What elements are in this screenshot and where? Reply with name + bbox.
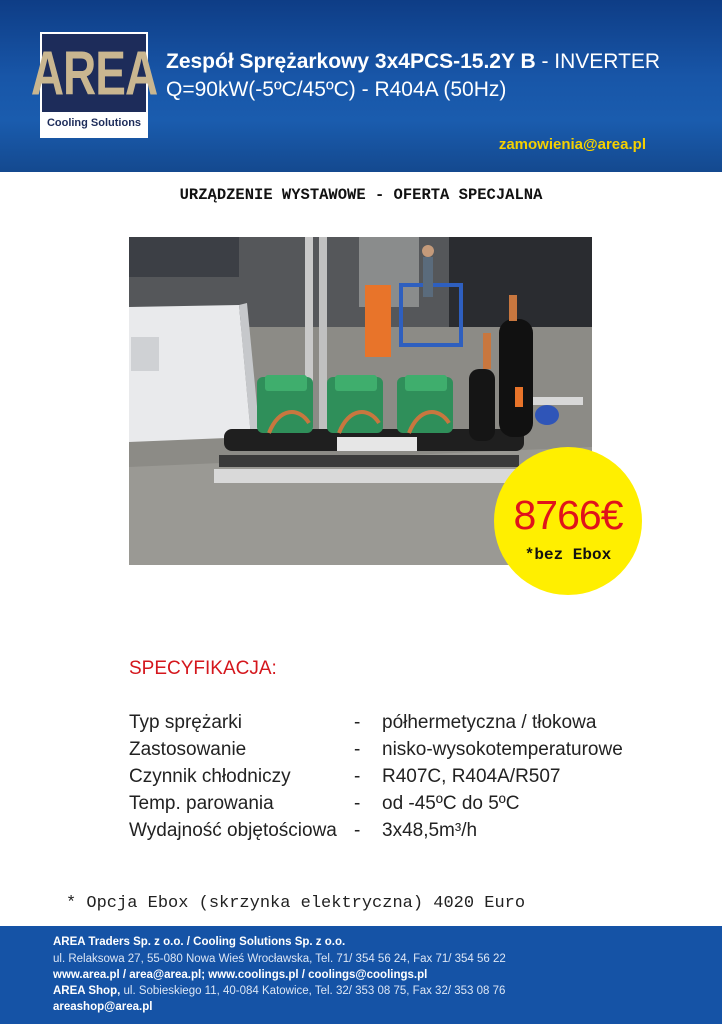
logo-mark — [30, 34, 158, 112]
spec-value: nisko-wysokotemperaturowe — [382, 739, 623, 760]
spec-label: Temp. parowania — [129, 793, 274, 814]
ebox-option-note: * Opcja Ebox (skrzynka elektryczna) 4020 Euro — [66, 894, 526, 913]
header — [0, 0, 722, 172]
spec-label: Zastosowanie — [129, 739, 247, 760]
product-title — [166, 50, 660, 74]
spec-dash: - — [354, 712, 361, 733]
spec-value: R407C, R404A/R507 — [382, 766, 561, 787]
logo-tagline: Cooling Solutions — [46, 117, 142, 129]
spec-label: Wydajność objętościowa — [129, 820, 337, 841]
spec-value: 3x48,5m³/h — [382, 820, 478, 841]
spec-value: półhermetyczna / tłokowa — [382, 712, 597, 733]
specification-heading: SPECYFIKACJA: — [129, 658, 277, 679]
price-amount: 8766€ — [513, 492, 623, 538]
spec-dash: - — [354, 793, 361, 814]
footer — [0, 926, 722, 1024]
shop-address — [53, 985, 505, 997]
spec-label: Typ sprężarki — [129, 712, 242, 733]
company-names: AREA Traders Sp. z o.o. / Cooling Solutions Sp. z o.o. — [53, 936, 346, 948]
price-note: *bez Ebox — [524, 546, 612, 564]
spec-dash: - — [354, 739, 361, 760]
product-capacity: Q=90kW(-5ºC/45ºC) - R404A (50Hz) — [166, 78, 507, 101]
price-badge — [494, 447, 642, 595]
spec-label: Czynnik chłodniczy — [129, 766, 291, 787]
spec-dash: - — [354, 766, 361, 787]
spec-dash: - — [354, 820, 361, 841]
area-logo[interactable] — [30, 32, 158, 138]
product-variant: - INVERTER — [535, 50, 661, 73]
spec-value: od -45ºC do 5ºC — [382, 793, 520, 814]
logo-word: AREA — [30, 37, 158, 109]
shop-email-link[interactable]: areashop@area.pl — [53, 1001, 153, 1013]
company-address: ul. Relaksowa 27, 55-080 Nowa Wieś Wrocławska, Tel. 71/ 354 56 24, Fax 71/ 354 56 22 — [53, 953, 506, 965]
product-model: Zespół Sprężarkowy 3x4PCS-15.2Y B — [166, 50, 536, 73]
special-offer-banner: URZĄDZENIE WYSTAWOWE - OFERTA SPECJALNA — [179, 186, 543, 204]
order-email-link[interactable]: zamowienia@area.pl — [498, 136, 646, 153]
shop-details: ul. Sobieskiego 11, 40-084 Katowice, Tel. 32/ 353 08 75, Fax 32/ 353 08 76 — [120, 985, 506, 997]
company-web-links[interactable]: www.area.pl / area@area.pl; www.coolings.pl / coolings@coolings.pl — [53, 969, 428, 981]
shop-name: AREA Shop, — [53, 985, 121, 997]
